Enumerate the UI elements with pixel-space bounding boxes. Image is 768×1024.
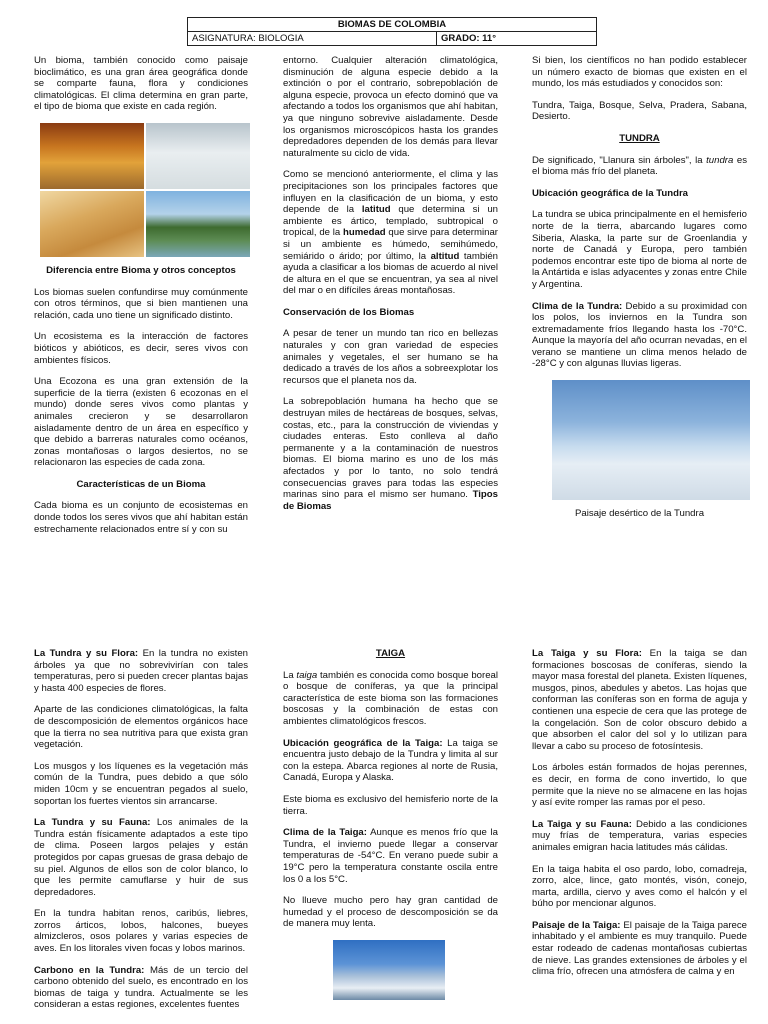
section-heading: Ubicación geográfica de la Tundra (532, 187, 689, 199)
paragraph (283, 827, 498, 885)
bottom-column-2 (283, 648, 498, 1000)
bold-term: Paisaje de la Taiga: (532, 919, 621, 931)
text-run: que determina si un ambiente es ártico, templado, subtropical o tropical, de la (283, 204, 498, 239)
text-run: La taiga se encuentra justo debajo de la Tundra y limita al sur con la estepa. Abarca regiones al norte de Rusia, Canadá, Europa y Alaska. (283, 737, 499, 784)
paragraph: Un bioma, también conocido como paisaje bioclimático, es una gran área geográfica donde se comparte fauna, flora y condiciones climatológicas. El clima determina en gran parte, el tipo de bioma que existe en cada región. (34, 55, 248, 113)
bold-term: Carbono en la Tundra: (34, 964, 145, 976)
bold-term: La Taiga y su Flora: (532, 648, 642, 659)
paragraph (532, 301, 747, 371)
paragraph (283, 670, 498, 728)
bottom-column-1 (34, 648, 248, 1021)
paragraph: Cada bioma es un conjunto de ecosistemas en donde todos los seres vivos que ahí habitan están estrechamente relacionados entre sí y con su (34, 500, 248, 535)
text-run: El paisaje de la Taiga parece inhabitado y el ambiente es muy tranquilo. Puede estar rodeado de cadenas montañosas cubiertas de nieve. Las grandes extensiones de árboles y el clima frío, ofrecen una atmósfera de calma y en (532, 919, 747, 978)
section-heading-tundra: TUNDRA (619, 132, 660, 144)
paragraph (532, 920, 747, 978)
image-caption: Paisaje desértico de la Tundra (574, 508, 705, 520)
paragraph: entorno. Cualquier alteración climatológica, disminución de alguna especie debido a la extinción o por el contrario, sobrepoblación de alguna especie, provoca un efecto dominó que va afectando a todos los organismos que ahí habitan, ya que ninguno sobrevive aisladamente. Desde los organismos microscópicos hasta los grandes depredadores dependen de los demás para llevar naturalmente su ciclo de vida. (283, 55, 498, 159)
text-run: Los animales de la Tundra están físicamente adaptados a este tipo de clima. Poseen largos pelajes y están protegidos por capas gruesas de grasa debajo de su piel. Algunos de ellos son de color blanco, lo que les permite camuflarse y huir de sus depredadores. (34, 817, 248, 898)
text-run: Más de un tercio del carbono obtenido del suelo, es encontrado en los biomas de taiga y tundra. Actualmente se les consideran a estas regiones, excelentes fuentes (34, 964, 249, 1011)
text-run: Aunque es menos frío que la Tundra, el invierno puede llegar a conservar temperaturas de -54°C. En verano puede subir a 19°C pero la temperatura constante oscila entre los 0 a los 5°C. (283, 827, 498, 885)
paragraph (283, 169, 498, 297)
bold-term: Tipos de Biomas (283, 489, 498, 512)
italic-term: tundra (706, 154, 734, 166)
paragraph (34, 817, 248, 898)
paragraph: Los biomas suelen confundirse muy comúnmente con otros términos, que si bien mantienen una relación, cada uno tiene un significado distinto. (34, 286, 248, 321)
paragraph (34, 965, 248, 1011)
paragraph: A pesar de tener un mundo tan rico en bellezas naturales y con gran variedad de especies animales y vegetales, el ser humano se ha dedicado a través de los años a sobreexplotar los recursos que el planeta nos da. (283, 328, 498, 386)
bold-term: Clima de la Taiga: (283, 827, 367, 839)
text-run: En la taiga se dan formaciones boscosas de coníferas, siendo la mayor masa forestal del planeta. Existen líquenes, musgos, pinos, abedules y abetos. Las hojas que conforman las coníferas son en forma de aguja y contienen una especie de cera que las protege de la congelación. Son de color obscuro debido a que absorben el calor del sol y lo utilizan para llevar a cabo su proceso de fotosíntesis. (532, 648, 747, 752)
taiga-mountain-photo (333, 940, 445, 1000)
paragraph: Si bien, los científicos no han podido establecer un número exacto de biomas que existen en el mundo, los más estudiados y conocidos son: (532, 55, 747, 90)
bold-term: humedad (343, 227, 386, 239)
paragraph: Aparte de las condiciones climatológicas, la falta de descomposición de elementos orgánicos hace que la tierra no sea nutritiva para que exista gran vegetación. (34, 704, 248, 751)
bold-term: La Taiga y su Fauna: (532, 818, 632, 830)
header-table (187, 17, 597, 46)
paragraph (532, 648, 747, 752)
paragraph: Un ecosistema es la interacción de factores bióticos y abióticos, es decir, seres vivos con ambientes físicos. (34, 331, 248, 366)
section-heading: Conservación de los Biomas (283, 306, 415, 318)
text-run: Debido a las condiciones muy frías de temperatura, varias especies animales emigran hacia latitudes más cálidas. (532, 818, 747, 853)
grade-cell: GRADO: 11° (437, 32, 597, 46)
paragraph: Tundra, Taiga, Bosque, Selva, Pradera, Sabana, Desierto. (532, 99, 747, 123)
bold-term: latitud (361, 204, 391, 216)
text-run: De significado, "Llanura sin árboles", la (532, 154, 707, 166)
paragraph (532, 819, 747, 854)
biomes-collage-image (40, 123, 250, 257)
wetland-photo (146, 191, 250, 257)
text-run: La (283, 669, 297, 681)
autumn-forest-photo (40, 123, 144, 189)
bold-term: Clima de la Tundra: (532, 300, 623, 312)
text-run: que sirve para determinar si un ambiente es húmedo, semihúmedo, semiárido o árido; por último, la (283, 227, 498, 262)
text-run: también ayuda a clasificar a los biomas de acuerdo al nivel de altura en el que se encuentran, ya sea al nivel del mar o en difíciles áreas montañosas. (283, 250, 498, 297)
section-heading-taiga: TAIGA (375, 648, 406, 659)
paragraph (283, 738, 498, 784)
text-run: Debido a su proximidad con los polos, los inviernos en la Tundra son extremadamente fríos llegando hasta los -70°C. Aunque la mayoría del año ocurran nevadas, en el verano se mantiene un clima menos helado de -28°C y con algunas lluvias ligeras. (532, 300, 748, 370)
section-heading: Características de un Bioma (76, 478, 206, 490)
text-run: también es conocida como bosque boreal o bosque de coníferas, ya que la principal característica de este bioma son las formaciones boscosas y la combinación de estas con ambientes climatológicos frescos. (283, 669, 498, 727)
paragraph: En la taiga habita el oso pardo, lobo, comadreja, zorro, alce, lince, gato montés, visón, conejo, marta, ardilla, ciervo y aves como el halcón y el búho por mencionar algunos. (532, 863, 747, 910)
document-title: BIOMAS DE COLOMBIA (188, 18, 597, 32)
polar-bear-photo (146, 123, 250, 189)
bold-term: La Tundra y su Flora: (34, 648, 139, 659)
bottom-column-3 (532, 648, 747, 988)
bold-term: La Tundra y su Fauna: (34, 817, 151, 829)
text-run: es el bioma más frío del planeta. (532, 154, 747, 178)
subject-cell: ASIGNATURA: BIOLOGIA (188, 32, 437, 46)
paragraph: No llueve mucho pero hay gran cantidad de humedad y el proceso de descomposición se da de manera muy lenta. (283, 895, 498, 930)
desert-dunes-photo (40, 191, 144, 257)
text-run: En la tundra no existen árboles ya que no sobrevivirían con tales temperaturas, pero si pueden crecer plantas bajas y hasta 400 especies de flores. (34, 648, 248, 694)
paragraph: En la tundra habitan renos, caribús, liebres, zorros árticos, lobos, halcones, bueyes almizcleros, osos polares y varias especies de aves. En los litorales viven focas y lobos marinos. (34, 908, 248, 955)
top-column-3 (532, 55, 747, 530)
section-heading: Diferencia entre Bioma y otros conceptos (46, 264, 236, 276)
top-column-2 (283, 55, 498, 522)
paragraph (532, 155, 747, 178)
text-run: La sobrepoblación humana ha hecho que se destruyan miles de hectáreas de bosques, selvas, costas, etc., para la construcción de viviendas y ciudades enteras. Esto conlleva al daño permanente y a la contaminación de nuestros biomas. El bioma marino es uno de los más afectados y por lo tanto, no solo tendrá consecuencias graves para todas las especies marinas sino para el mismo ser humano. (283, 396, 498, 501)
paragraph: Los musgos y los líquenes es la vegetación más común de la Tundra, pues debido a que sólo miden 10cm y se encuentran pegados al suelo, soportan los fuertes vientos sin arrancarse. (34, 760, 248, 807)
paragraph (283, 396, 498, 512)
paragraph: Una Ecozona es una gran extensión de la superficie de la tierra (existen 6 ecozonas en el mundo) donde seres vivos como plantas y animales crecieron y se desarrollaron aisladamente dentro de un área en específico y que debido a barreras naturales como océanos, zonas montañosas o largos desiertos, no se relacionaron las especies de cada zona. (34, 376, 248, 469)
paragraph (34, 648, 248, 694)
text-run: Como se mencionó anteriormente, el clima y las precipitaciones son los principales factores que influyen en la clasificación de un bioma, y esto depende de la (283, 169, 498, 216)
paragraph: Este bioma es exclusivo del hemisferio norte de la tierra. (283, 793, 498, 817)
tundra-landscape-photo (552, 380, 750, 500)
bold-term: altitud (430, 250, 460, 262)
italic-term: taiga (296, 669, 318, 681)
paragraph: Los árboles están formados de hojas perennes, es decir, en forma de cono invertido, lo que permite que la nieve no se almacene en las hojas y así evite romper las ramas por el peso. (532, 762, 747, 809)
top-column-1 (34, 55, 248, 545)
bold-term: Ubicación geográfica de la Taiga: (283, 737, 443, 749)
paragraph: La tundra se ubica principalmente en el hemisferio norte de la tierra, abarcando lugares como Siberia, Alaska, la parte sur de Groenlandia y norte de Canadá y Europa, pero también podemos encontrar este tipo de bioma al norte de la Antártida e islas adyacentes y zonas entre Chile y Argentina. (532, 209, 747, 290)
